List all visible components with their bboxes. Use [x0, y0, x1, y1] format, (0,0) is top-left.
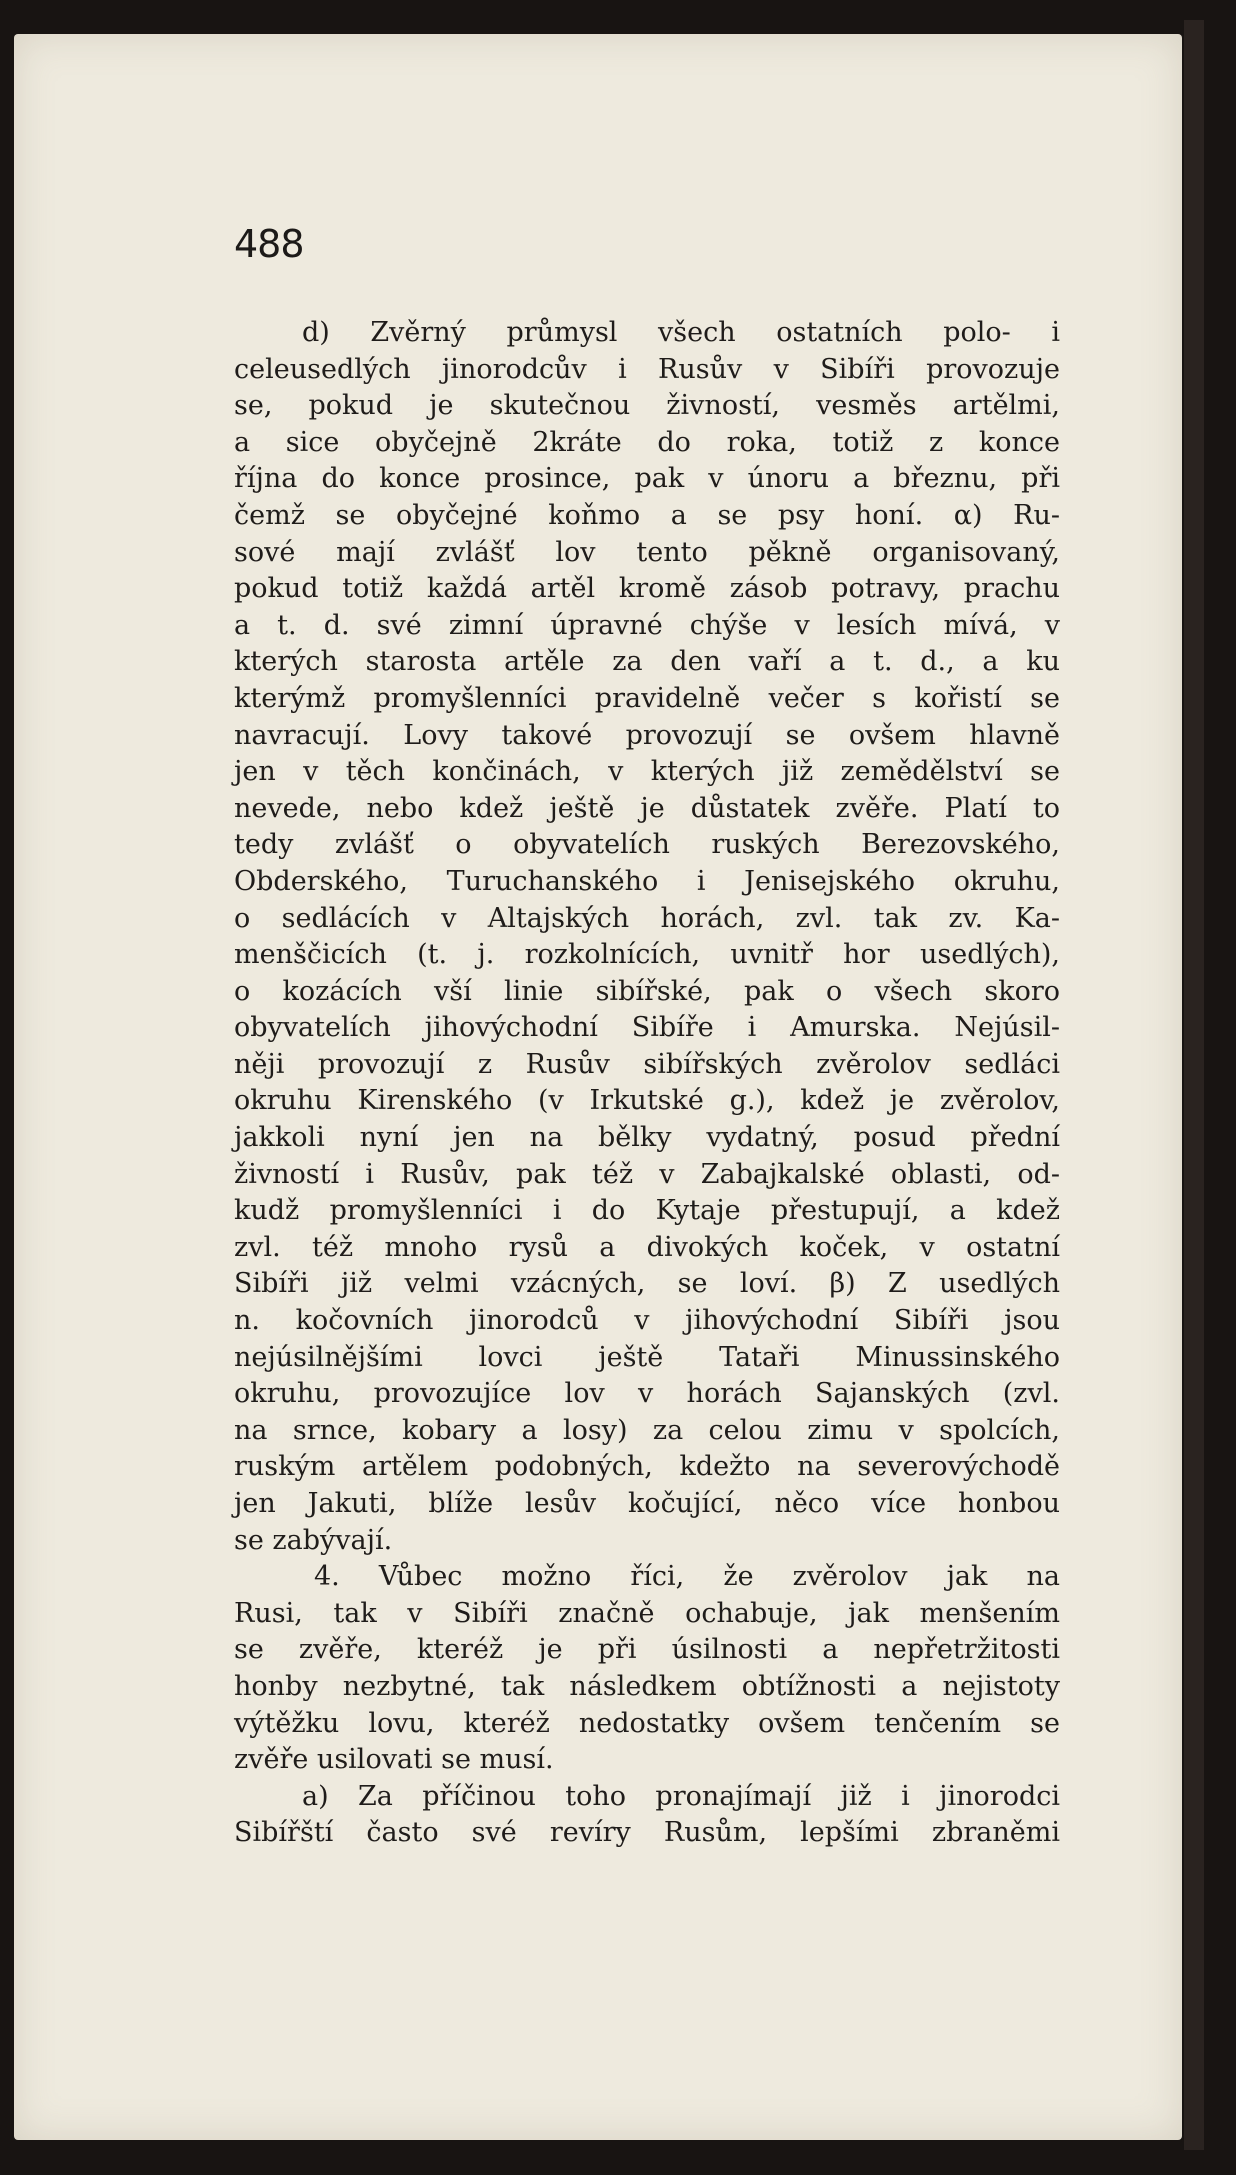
- text-line: obyvatelích jihovýchodní Sibíře i Amurska. Nejúsil-: [234, 1012, 1060, 1044]
- text-line: se, pokud je skutečnou živností, vesměs artělmi,: [234, 390, 1060, 422]
- text-line: 4. Vůbec možno říci, že zvěrolov jak na: [314, 1561, 1060, 1593]
- text-line: jen Jakuti, blíže lesův kočující, něco více honbou: [234, 1488, 1060, 1519]
- text-line: kterýmž promyšlenníci pravidelně večer s kořistí se: [234, 682, 1060, 714]
- text-line: se zvěře, kteréž je při úsilnosti a nepřetržitosti: [234, 1634, 1060, 1666]
- text-line: Obderského, Turuchanského i Jenisejského okruhu,: [234, 865, 1060, 897]
- text-line: okruhu Kirenského (v Irkutské g.), kdež je zvěrolov,: [234, 1085, 1060, 1117]
- text-line: pokud totiž každá artěl kromě zásob potravy, prachu: [234, 573, 1060, 605]
- page-number: 488: [234, 222, 304, 266]
- body-text: [234, 315, 1060, 1852]
- text-line: a sice obyčejně 2kráte do roka, totiž z konce: [234, 426, 1060, 458]
- text-line: navracují. Lovy takové provozují se ovšem hlavně: [234, 719, 1060, 751]
- text-line: Rusi, tak v Sibíři značně ochabuje, jak menšením: [234, 1597, 1060, 1629]
- text-line: ruským artělem podobných, kdežto na severovýchodě: [234, 1451, 1060, 1483]
- text-line: živností i Rusův, pak též v Zabajkalské oblasti, od-: [234, 1158, 1060, 1190]
- text-line: honby nezbytné, tak následkem obtížnosti a nejistoty: [234, 1670, 1060, 1702]
- text-line: výtěžku lovu, kteréž nedostatky ovšem tenčením se: [234, 1707, 1060, 1739]
- text-line: Sibíři již velmi vzácných, se loví. β) Z usedlých: [234, 1268, 1060, 1300]
- text-line: sové mají zvlášť lov tento pěkně organisovaný,: [234, 536, 1060, 568]
- text-line: října do konce prosince, pak v únoru a březnu, při: [234, 463, 1060, 495]
- text-line: kudž promyšlenníci i do Kytaje přestupují, a kdež: [234, 1195, 1060, 1227]
- text-line: kterých starosta artěle za den vaří a t. d., a ku: [234, 646, 1060, 678]
- text-line: okruhu, provozujíce lov v horách Sajanských (zvl.: [234, 1378, 1060, 1410]
- text-line: n. kočovních jinorodců v jihovýchodní Sibíři jsou: [234, 1305, 1060, 1337]
- text-line: celeusedlých jinorodcův i Rusův v Sibíři provozuje: [234, 353, 1060, 385]
- text-line: tedy zvlášť o obyvatelích ruských Berezovského,: [234, 829, 1060, 861]
- text-line: zvl. též mnoho rysů a divokých koček, v ostatní: [234, 1231, 1060, 1263]
- text-line: jen v těch končinách, v kterých již zemědělství se: [234, 756, 1060, 788]
- text-line: se zabývají.: [234, 1524, 393, 1556]
- text-line: Sibířští často své revíry Rusům, lepšími zbraněmi: [234, 1817, 1060, 1849]
- text-line: zvěře usilovati se musí.: [234, 1744, 554, 1776]
- text-line: d) Zvěrný průmysl všech ostatních polo- i: [302, 317, 1060, 348]
- text-line: a t. d. své zimní úpravné chýše v lesích mívá, v: [234, 609, 1060, 641]
- text-line: o kozácích vší linie sibířské, pak o všech skoro: [234, 975, 1060, 1007]
- text-line: něji provozují z Rusův sibířských zvěrolov sedláci: [234, 1048, 1060, 1080]
- text-line: na srnce, kobary a losy) za celou zimu v spolcích,: [234, 1414, 1060, 1446]
- text-line: a) Za příčinou toho pronajímají již i jinorodci: [302, 1780, 1060, 1812]
- text-line: o sedlácích v Altajských horách, zvl. tak zv. Ka-: [234, 902, 1060, 934]
- text-line: menščicích (t. j. rozkolnících, uvnitř hor usedlých),: [234, 939, 1060, 971]
- text-line: nejúsilnějšími lovci ještě Tataři Minussinského: [234, 1341, 1060, 1373]
- text-line: jakkoli nyní jen na bělky vydatný, posud přední: [234, 1122, 1060, 1154]
- page-edge-shadow: [1184, 20, 1204, 2150]
- text-line: nevede, nebo kdež ještě je důstatek zvěře. Platí to: [234, 792, 1060, 824]
- text-line: čemž se obyčejné koňmo a se psy honí. α) Ru-: [234, 499, 1060, 531]
